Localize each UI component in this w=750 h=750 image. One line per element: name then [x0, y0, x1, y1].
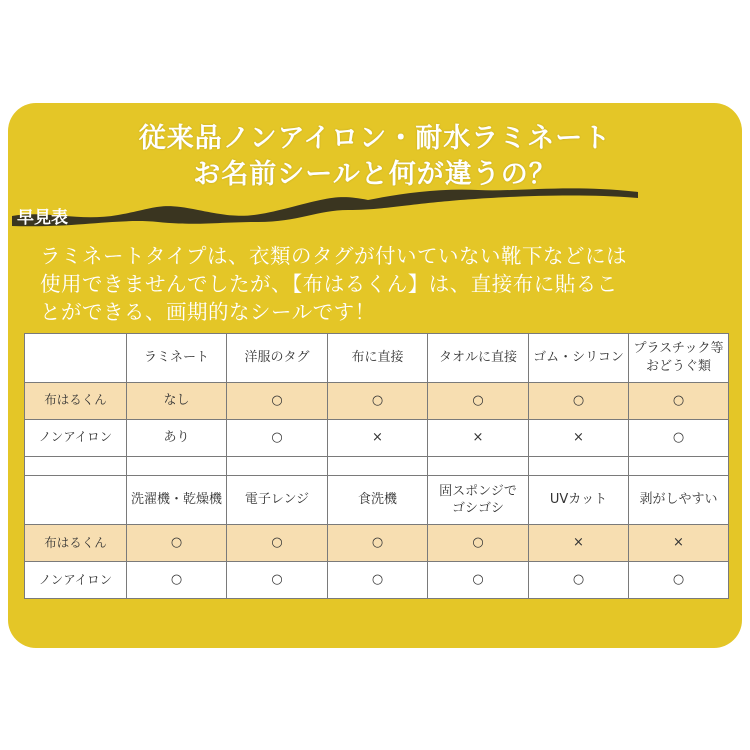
table-cell: ○ [328, 562, 428, 599]
brush-stroke-decoration [8, 180, 648, 230]
header-sponge-line2: ゴシゴシ [451, 501, 504, 517]
table-cell: ○ [328, 525, 428, 562]
header-cell-laminate: ラミネート [127, 334, 227, 383]
header-cell-clothing-tag: 洋服のタグ [227, 334, 328, 383]
header-sponge-line1: 固スポンジで [439, 483, 517, 499]
table-separator-row [25, 456, 729, 476]
table-cell: ○ [227, 562, 328, 599]
title-line-2: お名前シールと何が違うの？ [193, 159, 557, 190]
header-cell-rubber: ゴム・シリコン [529, 334, 629, 383]
table-cell: ○ [227, 525, 328, 562]
table-cell: ○ [629, 382, 729, 419]
header-cell-direct-fabric: 布に直接 [328, 334, 428, 383]
table-cell: なし [127, 382, 227, 419]
table2-row-nuno [25, 525, 729, 562]
tag-label: 早見表 [17, 208, 68, 228]
comparison-table [24, 333, 729, 599]
table-cell: × [328, 419, 428, 456]
table-cell: ○ [127, 562, 227, 599]
table-cell: ○ [629, 562, 729, 599]
table-cell: ○ [227, 382, 328, 419]
title-line-1: 従来品ノンアイロン・耐水ラミネート [138, 123, 612, 154]
table1-row-nonironing [25, 419, 729, 456]
table-cell: ○ [127, 525, 227, 562]
row-label: ノンアイロン [25, 419, 127, 456]
table-cell: ○ [428, 382, 529, 419]
header-cell-peelable: 剥がしやすい [629, 476, 729, 525]
table-cell: × [529, 525, 629, 562]
header-cell-plastic [629, 334, 729, 383]
header-cell-washer: 洗濯機・乾燥機 [127, 476, 227, 525]
header-cell-uv: UVカット [529, 476, 629, 525]
row-label: 布はるくん [25, 525, 127, 562]
header-cell-empty [25, 334, 127, 383]
header-plastic-line2: おどうぐ類 [645, 358, 711, 374]
row-label: ノンアイロン [25, 562, 127, 599]
table-cell: ○ [227, 419, 328, 456]
table-cell: × [629, 525, 729, 562]
description-line-2: 使用できませんでしたが、【布はるくん】は、直接布に貼るこ [40, 272, 618, 296]
table2-header-row [25, 476, 729, 525]
table-cell: × [428, 419, 529, 456]
table-cell: ○ [629, 419, 729, 456]
header-plastic-line1: プラスチック等 [633, 341, 724, 357]
header-cell-sponge [428, 476, 529, 525]
table-cell: ○ [428, 525, 529, 562]
table2-row-nonironing [25, 562, 729, 599]
table-cell: ○ [529, 382, 629, 419]
table-cell: ○ [328, 382, 428, 419]
description-line-1: ラミネートタイプは、衣類のタグが付いていない靴下などには [40, 244, 627, 268]
table-cell: ○ [529, 562, 629, 599]
header-cell-towel: タオルに直接 [428, 334, 529, 383]
header-cell-microwave: 電子レンジ [227, 476, 328, 525]
table-cell: × [529, 419, 629, 456]
table1-row-nuno [25, 382, 729, 419]
table-cell: ○ [428, 562, 529, 599]
brush-stroke [12, 188, 638, 226]
header-cell-dishwasher: 食洗機 [328, 476, 428, 525]
description-line-3: とができる、画期的なシールです！ [40, 300, 376, 324]
header-cell-empty [25, 476, 127, 525]
table1-header-row [25, 334, 729, 383]
row-label: 布はるくん [25, 382, 127, 419]
table-cell: あり [127, 419, 227, 456]
